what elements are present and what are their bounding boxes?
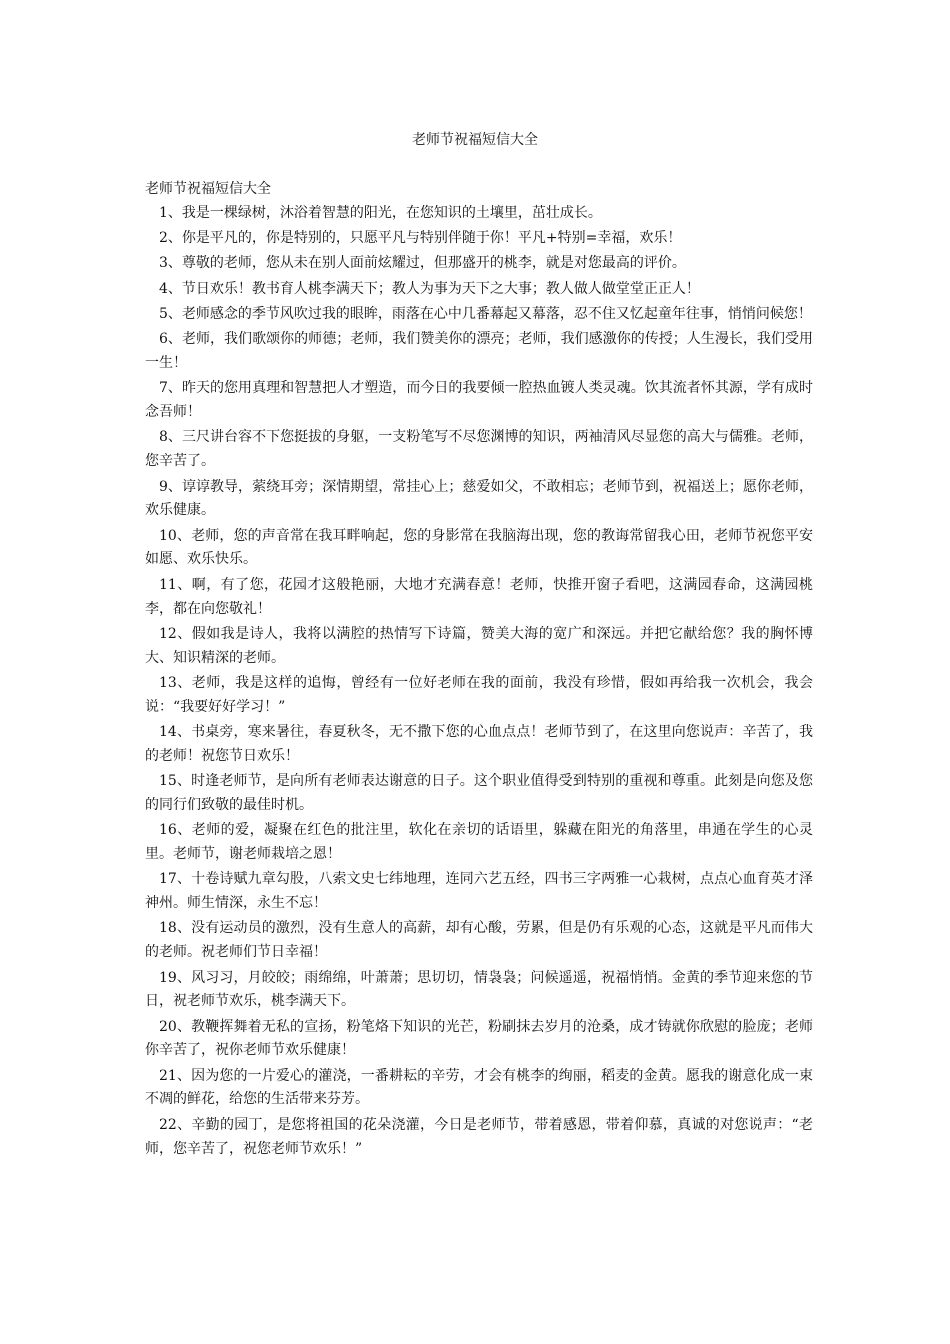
list-item: 11、啊，有了您，花园才这般艳丽，大地才充满春意！老师，快推开窗子看吧，这满园春命，这满园桃李，都在向您敬礼！	[145, 576, 813, 617]
list-item: 15、时逢老师节，是向所有老师表达谢意的日子。这个职业值得受到特别的重视和尊重。此刻是向您及您的同行们致敬的最佳时机。	[145, 773, 813, 813]
section-heading: 老师节祝福短信大全	[145, 181, 271, 197]
list-item: 5、老师感念的季节风吹过我的眼眸，雨落在心中几番幕起又幕落，忍不住又忆起童年往事，悄悄问候您！	[159, 305, 812, 322]
list-item: 7、昨天的您用真理和智慧把人才塑造，而今日的我要倾一腔热血镀人类灵魂。饮其流者怀其源，学有成时念吾师！	[145, 380, 813, 421]
list-item: 4、节日欢乐！教书育人桃李满天下；教人为事为天下之大事；教人做人做堂堂正正人！	[159, 280, 700, 297]
document-body	[145, 178, 813, 1163]
list-item: 22、辛勤的园丁，是您将祖国的花朵浇灌，今日是老师节，带着感恩，带着仰慕，真诚的对您说声：“老师，您辛苦了，祝您老师节欢乐！”	[145, 1116, 813, 1157]
list-item: 19、风习习，月皎皎；雨绵绵，叶萧萧；思切切，情袅袅；问候遥遥，祝福悄悄。金黄的季节迎来您的节日，祝老师节欢乐，桃李满天下。	[145, 969, 813, 1010]
list-item: 12、假如我是诗人，我将以满腔的热情写下诗篇，赞美大海的宽广和深远。并把它献给您？我的胸怀博大、知识精深的老师。	[145, 625, 813, 666]
list-item: 21、因为您的一片爱心的灌浇，一番耕耘的辛劳，才会有桃李的绚丽，稻麦的金黄。愿我的谢意化成一束不凋的鲜花，给您的生活带来芬芳。	[145, 1067, 813, 1108]
list-item: 9、谆谆教导，萦绕耳旁；深情期望，常挂心上；慈爱如父，不敢相忘；老师节到，祝福送上；愿你老师，欢乐健康。	[145, 478, 813, 519]
list-item: 3、尊敬的老师，您从未在别人面前炫耀过，但那盛开的桃李，就是对您最高的评价。	[159, 255, 686, 272]
list-item: 8、三尺讲台容不下您挺拔的身躯，一支粉笔写不尽您渊博的知识，两袖清风尽显您的高大与儒雅。老师，您辛苦了。	[145, 429, 813, 470]
list-item: 6、老师，我们歌颂你的师德；老师，我们赞美你的漂亮；老师，我们感激你的传授；人生漫长，我们受用一生！	[145, 331, 813, 372]
list-item: 20、教鞭挥舞着无私的宣扬，粉笔烙下知识的光芒，粉刷抹去岁月的沧桑，成才铸就你欣慰的脸庞；老师你辛苦了，祝你老师节欢乐健康！	[145, 1018, 813, 1059]
list-item: 2、你是平凡的，你是特别的，只愿平凡与特别伴随于你！平凡+特别=幸福，欢乐！	[159, 230, 682, 247]
list-item: 1、我是一棵绿树，沐浴着智慧的阳光，在您知识的土壤里，茁壮成长。	[159, 204, 602, 221]
list-item: 13、老师，我是这样的追悔，曾经有一位好老师在我的面前，我没有珍惜，假如再给我一次机会，我会说：“我要好好学习！”	[145, 674, 813, 715]
list-item: 10、老师，您的声音常在我耳畔响起，您的身影常在我脑海出现，您的教诲常留我心田，老师节祝您平安如愿、欢乐快乐。	[145, 527, 813, 568]
list-item: 16、老师的爱，凝聚在红色的批注里，软化在亲切的话语里，躲藏在阳光的角落里，串通在学生的心灵里。老师节，谢老师栽培之恩！	[145, 822, 813, 863]
list-item: 14、书桌旁，寒来暑往，春夏秋冬，无不撒下您的心血点点！老师节到了，在这里向您说声：辛苦了，我的老师！祝您节日欢乐！	[145, 724, 813, 764]
list-item: 17、十卷诗赋九章勾股，八索文史七纬地理，连同六艺五经，四书三字两雅一心栽树，点点心血育英才泽神州。师生情深，永生不忘！	[145, 871, 813, 912]
list-item: 18、没有运动员的激烈，没有生意人的高薪，却有心酸，劳累，但是仍有乐观的心态，这就是平凡而伟大的老师。祝老师们节日幸福！	[145, 920, 813, 961]
document-title: 老师节祝福短信大全	[412, 132, 538, 148]
